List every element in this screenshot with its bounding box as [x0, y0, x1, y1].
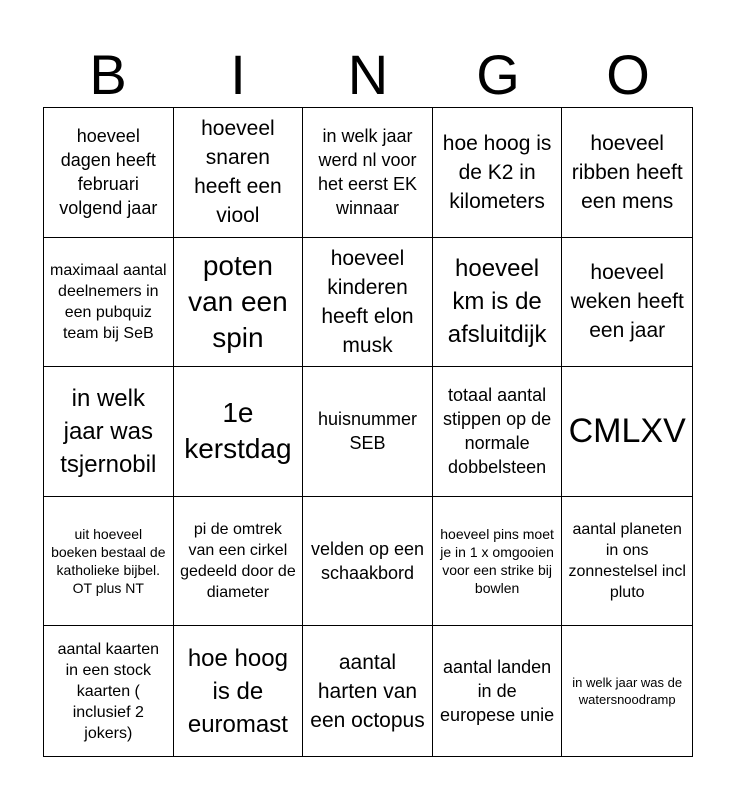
bingo-cell[interactable]	[303, 626, 433, 756]
cell-text: CMLXV	[568, 412, 686, 451]
bingo-cell[interactable]	[433, 497, 563, 627]
bingo-cell[interactable]	[433, 238, 563, 368]
title-letter-g: G	[476, 43, 520, 106]
bingo-cell[interactable]	[174, 626, 304, 756]
cell-text: hoeveel kinderen heeft elon musk	[321, 246, 414, 357]
bingo-cell[interactable]	[44, 497, 174, 627]
bingo-cell[interactable]	[44, 367, 174, 497]
bingo-cell[interactable]	[174, 108, 304, 238]
bingo-cell[interactable]	[433, 108, 563, 238]
title-letter-o: O	[606, 43, 650, 106]
title-letter-n: N	[347, 43, 389, 106]
bingo-cell[interactable]	[433, 367, 563, 497]
cell-text: hoe hoog is de euromast	[187, 644, 288, 738]
cell-text: maximaal aantal deelnemers in een pubquiz team bij SeB	[50, 261, 167, 342]
bingo-cell[interactable]	[303, 108, 433, 238]
title-letter-b: B	[89, 43, 127, 106]
cell-text: 1e kerstdag	[184, 397, 292, 465]
bingo-cell[interactable]	[562, 497, 692, 627]
cell-text: uit hoeveel boeken bestaal de katholieke bijbel. OT plus NT	[51, 526, 166, 597]
bingo-cell[interactable]	[44, 108, 174, 238]
bingo-title	[43, 44, 693, 106]
cell-text: totaal aantal stippen op de normale dobbelsteen	[443, 385, 552, 478]
bingo-board	[43, 107, 693, 757]
cell-text: hoeveel snaren heeft een viool	[194, 117, 282, 228]
cell-text: hoeveel dagen heeft februari volgend jaar	[59, 126, 158, 219]
cell-text: in welk jaar was de watersnoodramp	[572, 675, 683, 708]
bingo-cell[interactable]	[44, 626, 174, 756]
cell-text: poten van een spin	[188, 249, 288, 353]
title-letter-i: I	[230, 43, 246, 106]
bingo-cell[interactable]	[562, 238, 692, 368]
bingo-cell[interactable]	[433, 626, 563, 756]
bingo-cell[interactable]	[174, 497, 304, 627]
bingo-cell[interactable]	[303, 238, 433, 368]
bingo-cell[interactable]	[562, 108, 692, 238]
cell-text: aantal planeten in ons zonnestelsel incl pluto	[568, 521, 686, 602]
bingo-cell[interactable]	[44, 238, 174, 368]
cell-text: aantal kaarten in een stock kaarten ( inclusief 2 jokers)	[57, 640, 159, 742]
cell-text: aantal landen in de europese unie	[440, 657, 555, 726]
cell-text: aantal harten van een octopus	[310, 650, 425, 732]
bingo-cell[interactable]	[174, 238, 304, 368]
cell-text: in welk jaar werd nl voor het eerst EK winnaar	[317, 126, 418, 219]
cell-text: huisnummer SEB	[317, 409, 418, 454]
cell-text: pi de omtrek van een cirkel gedeeld door de diameter	[180, 521, 296, 602]
bingo-cell[interactable]	[303, 367, 433, 497]
cell-text: hoe hoog is de K2 in kilometers	[442, 131, 552, 213]
bingo-cell[interactable]	[303, 497, 433, 627]
bingo-cell[interactable]	[562, 367, 692, 497]
cell-text: hoeveel pins moet je in 1 x omgooien voor een strike bij bowlen	[440, 526, 554, 597]
cell-text: hoeveel weken heeft een jaar	[570, 261, 684, 343]
bingo-cell[interactable]	[174, 367, 304, 497]
cell-text: in welk jaar was tsjernobil	[60, 384, 157, 478]
cell-text: hoeveel km is de afsluitdijk	[447, 255, 547, 349]
cell-text: velden op een schaakbord	[310, 539, 425, 584]
cell-text: hoeveel ribben heeft een mens	[571, 131, 683, 213]
bingo-cell[interactable]	[562, 626, 692, 756]
